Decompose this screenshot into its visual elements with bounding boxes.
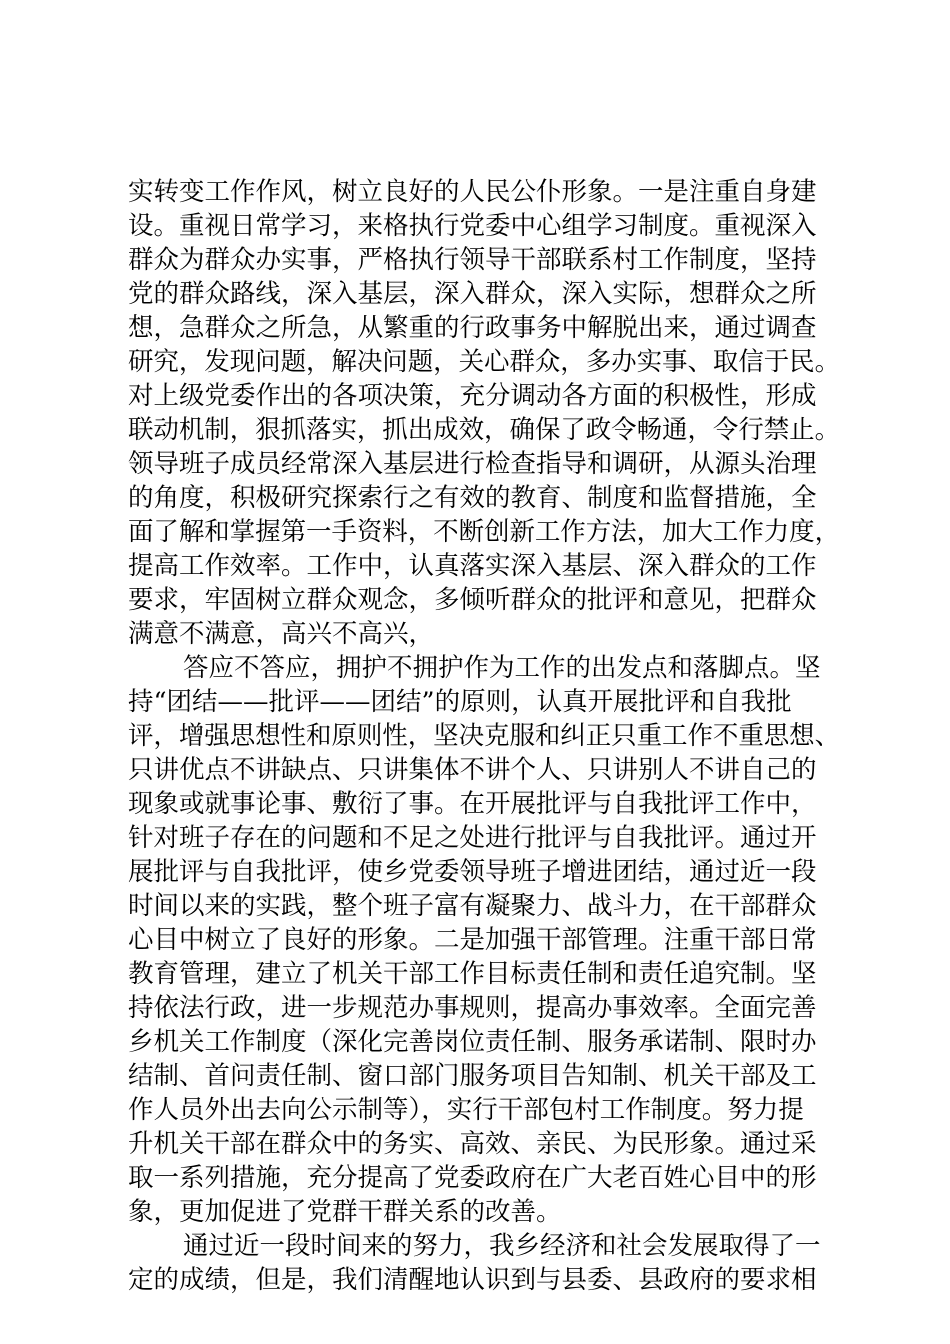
text-line: 实转变工作作风，树立良好的人民公仆形象。一是注重自身建 xyxy=(128,177,817,207)
text-line: 研究，发现问题，解决问题，关心群众，多办实事、取信于民。 xyxy=(128,347,841,377)
text-line: 取一系列措施，充分提高了党委政府在广大老百姓心目中的形 xyxy=(128,1163,817,1193)
text-line: 现象或就事论事、敷衍了事。在开展批评与自我批评工作中， xyxy=(128,789,817,819)
text-line: 联动机制，狠抓落实，抓出成效，确保了政令畅通，令行禁止。 xyxy=(128,415,841,445)
text-line: 作人员外出去向公示制等），实行干部包村工作制度。努力提 xyxy=(128,1095,804,1125)
text-line: 评，增强思想性和原则性，坚决克服和纠正只重工作不重思想、 xyxy=(128,721,841,751)
text-line: 对上级党委作出的各项决策，充分调动各方面的积极性，形成 xyxy=(128,381,817,411)
text-line: 乡机关工作制度（深化完善岗位责任制、服务承诺制、限时办 xyxy=(128,1027,817,1057)
text-line: 持依法行政，进一步规范办事规则，提高办事效率。全面完善 xyxy=(128,993,817,1023)
text-line: 结制、首问责任制、窗口部门服务项目告知制、机关干部及工 xyxy=(128,1061,817,1091)
text-line: 升机关干部在群众中的务实、高效、亲民、为民形象。通过采 xyxy=(128,1129,817,1159)
text-line: 持“团结——批评——团结”的原则，认真开展批评和自我批 xyxy=(128,687,792,717)
text-line: 针对班子存在的问题和不足之处进行批评与自我批评。通过开 xyxy=(128,823,817,853)
text-line: 答应不答应，拥护不拥护作为工作的出发点和落脚点。坚 xyxy=(183,653,821,683)
text-line: 群众为群众办实事，严格执行领导干部联系村工作制度，坚持 xyxy=(128,245,817,275)
text-line: 满意不满意，高兴不高兴， xyxy=(128,619,435,649)
text-line: 只讲优点不讲缺点、只讲集体不讲个人、只讲别人不讲自己的 xyxy=(128,755,817,785)
text-line: 定的成绩，但是，我们清醒地认识到与县委、县政府的要求相 xyxy=(128,1265,817,1295)
text-line: 通过近一段时间来的努力，我乡经济和社会发展取得了一 xyxy=(183,1231,821,1261)
text-line: 时间以来的实践，整个班子富有凝聚力、战斗力，在干部群众 xyxy=(128,891,817,921)
text-line: 面了解和掌握第一手资料，不断创新工作方法，加大工作力度， xyxy=(128,517,841,547)
text-line: 要求，牢固树立群众观念，多倾听群众的批评和意见，把群众 xyxy=(128,585,817,615)
text-line: 的角度，积极研究探索行之有效的教育、制度和监督措施，全 xyxy=(128,483,817,513)
document-body xyxy=(128,175,841,1297)
text-line: 想，急群众之所急，从繁重的行政事务中解脱出来，通过调查 xyxy=(128,313,817,343)
text-line: 领导班子成员经常深入基层进行检查指导和调研，从源头治理 xyxy=(128,449,817,479)
text-line: 提高工作效率。工作中，认真落实深入基层、深入群众的工作 xyxy=(128,551,817,581)
text-line: 心目中树立了良好的形象。二是加强干部管理。注重干部日常 xyxy=(128,925,817,955)
text-line: 教育管理，建立了机关干部工作目标责任制和责任追究制。坚 xyxy=(128,959,817,989)
text-line: 设。重视日常学习，来格执行党委中心组学习制度。重视深入 xyxy=(128,211,817,241)
text-line: 党的群众路线，深入基层，深入群众，深入实际，想群众之所 xyxy=(128,279,817,309)
text-line: 展批评与自我批评，使乡党委领导班子增进团结，通过近一段 xyxy=(128,857,817,887)
text-line: 象，更加促进了党群干群关系的改善。 xyxy=(128,1197,562,1227)
